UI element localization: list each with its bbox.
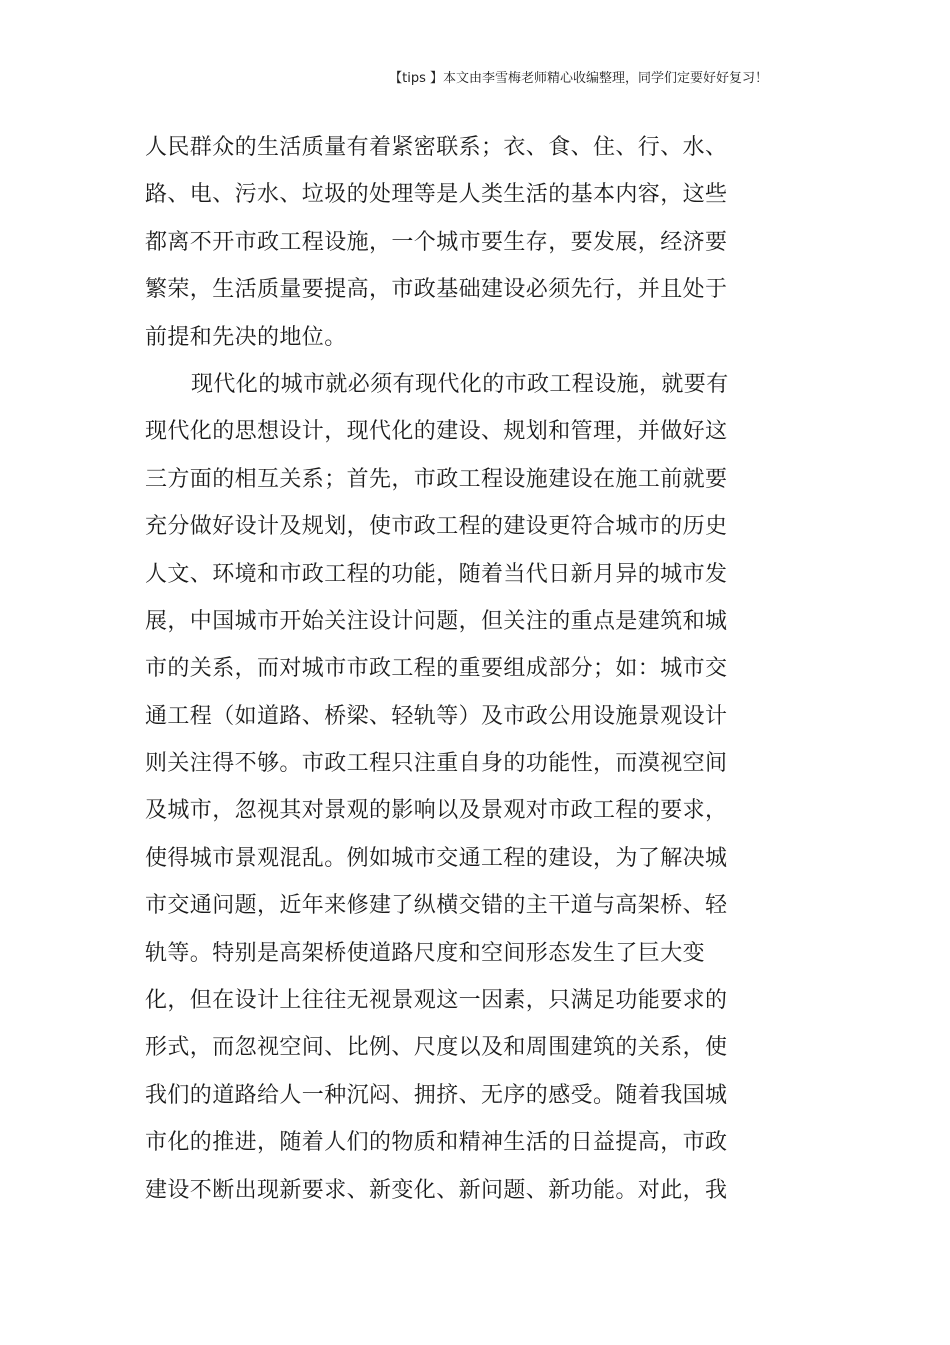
text-line: 化，但在设计上往往无视景观这一因素，只满足功能要求的 [145, 988, 728, 1014]
text-line: 我们的道路给人一种沉闷、拥挤、无序的感受。随着我国城 [145, 1082, 728, 1108]
text-line: 充分做好设计及规划，使市政工程的建设更符合城市的历史 [145, 514, 728, 540]
text-line: 则关注得不够。市政工程只注重自身的功能性，而漠视空间 [145, 751, 728, 777]
text-line: 使得城市景观混乱。例如城市交通工程的建设，为了解决城 [145, 845, 728, 871]
text-line: 建设不断出现新要求、新变化、新问题、新功能。对此，我 [145, 1177, 728, 1203]
text-line: 三方面的相互关系；首先，市政工程设施建设在施工前就要 [145, 466, 728, 492]
header-tip-note: 【tips 】本文由李雪梅老师精心收编整理，同学们定要好好复习！ [389, 71, 768, 86]
text-line: 形式，而忽视空间、比例、尺度以及和周围建筑的关系，使 [145, 1035, 728, 1061]
paragraph-first-line: 现代化的城市就必须有现代化的市政工程设施，就要有 [191, 371, 729, 397]
text-line: 展，中国城市开始关注设计问题，但关注的重点是建筑和城 [145, 608, 728, 634]
text-line: 市的关系，而对城市市政工程的重要组成部分；如：城市交 [145, 656, 728, 682]
document-body [145, 124, 745, 1214]
text-line: 市交通问题，近年来修建了纵横交错的主干道与高架桥、轻 [145, 893, 728, 919]
text-line: 都离不开市政工程设施，一个城市要生存，要发展，经济要 [145, 229, 728, 255]
text-line: 人民群众的生活质量有着紧密联系；衣、食、住、行、水、 [145, 135, 728, 160]
text-line: 人文、环境和市政工程的功能，随着当代日新月异的城市发 [145, 561, 728, 587]
text-line: 通工程（如道路、桥梁、轻轨等）及市政公用设施景观设计 [145, 703, 728, 729]
text-line: 市化的推进，随着人们的物质和精神生活的日益提高，市政 [145, 1130, 728, 1156]
text-line: 及城市，忽视其对景观的影响以及景观对市政工程的要求， [145, 798, 728, 824]
text-line: 繁荣，生活质量要提高，市政基础建设必须先行，并且处于 [145, 277, 728, 303]
text-line: 路、电、污水、垃圾的处理等是人类生活的基本内容，这些 [145, 182, 728, 208]
text-line: 轨等。特别是高架桥使道路尺度和空间形态发生了巨大变 [145, 940, 706, 966]
text-line: 前提和先决的地位。 [145, 324, 347, 350]
text-line: 现代化的思想设计，现代化的建设、规划和管理，并做好这 [145, 419, 728, 445]
